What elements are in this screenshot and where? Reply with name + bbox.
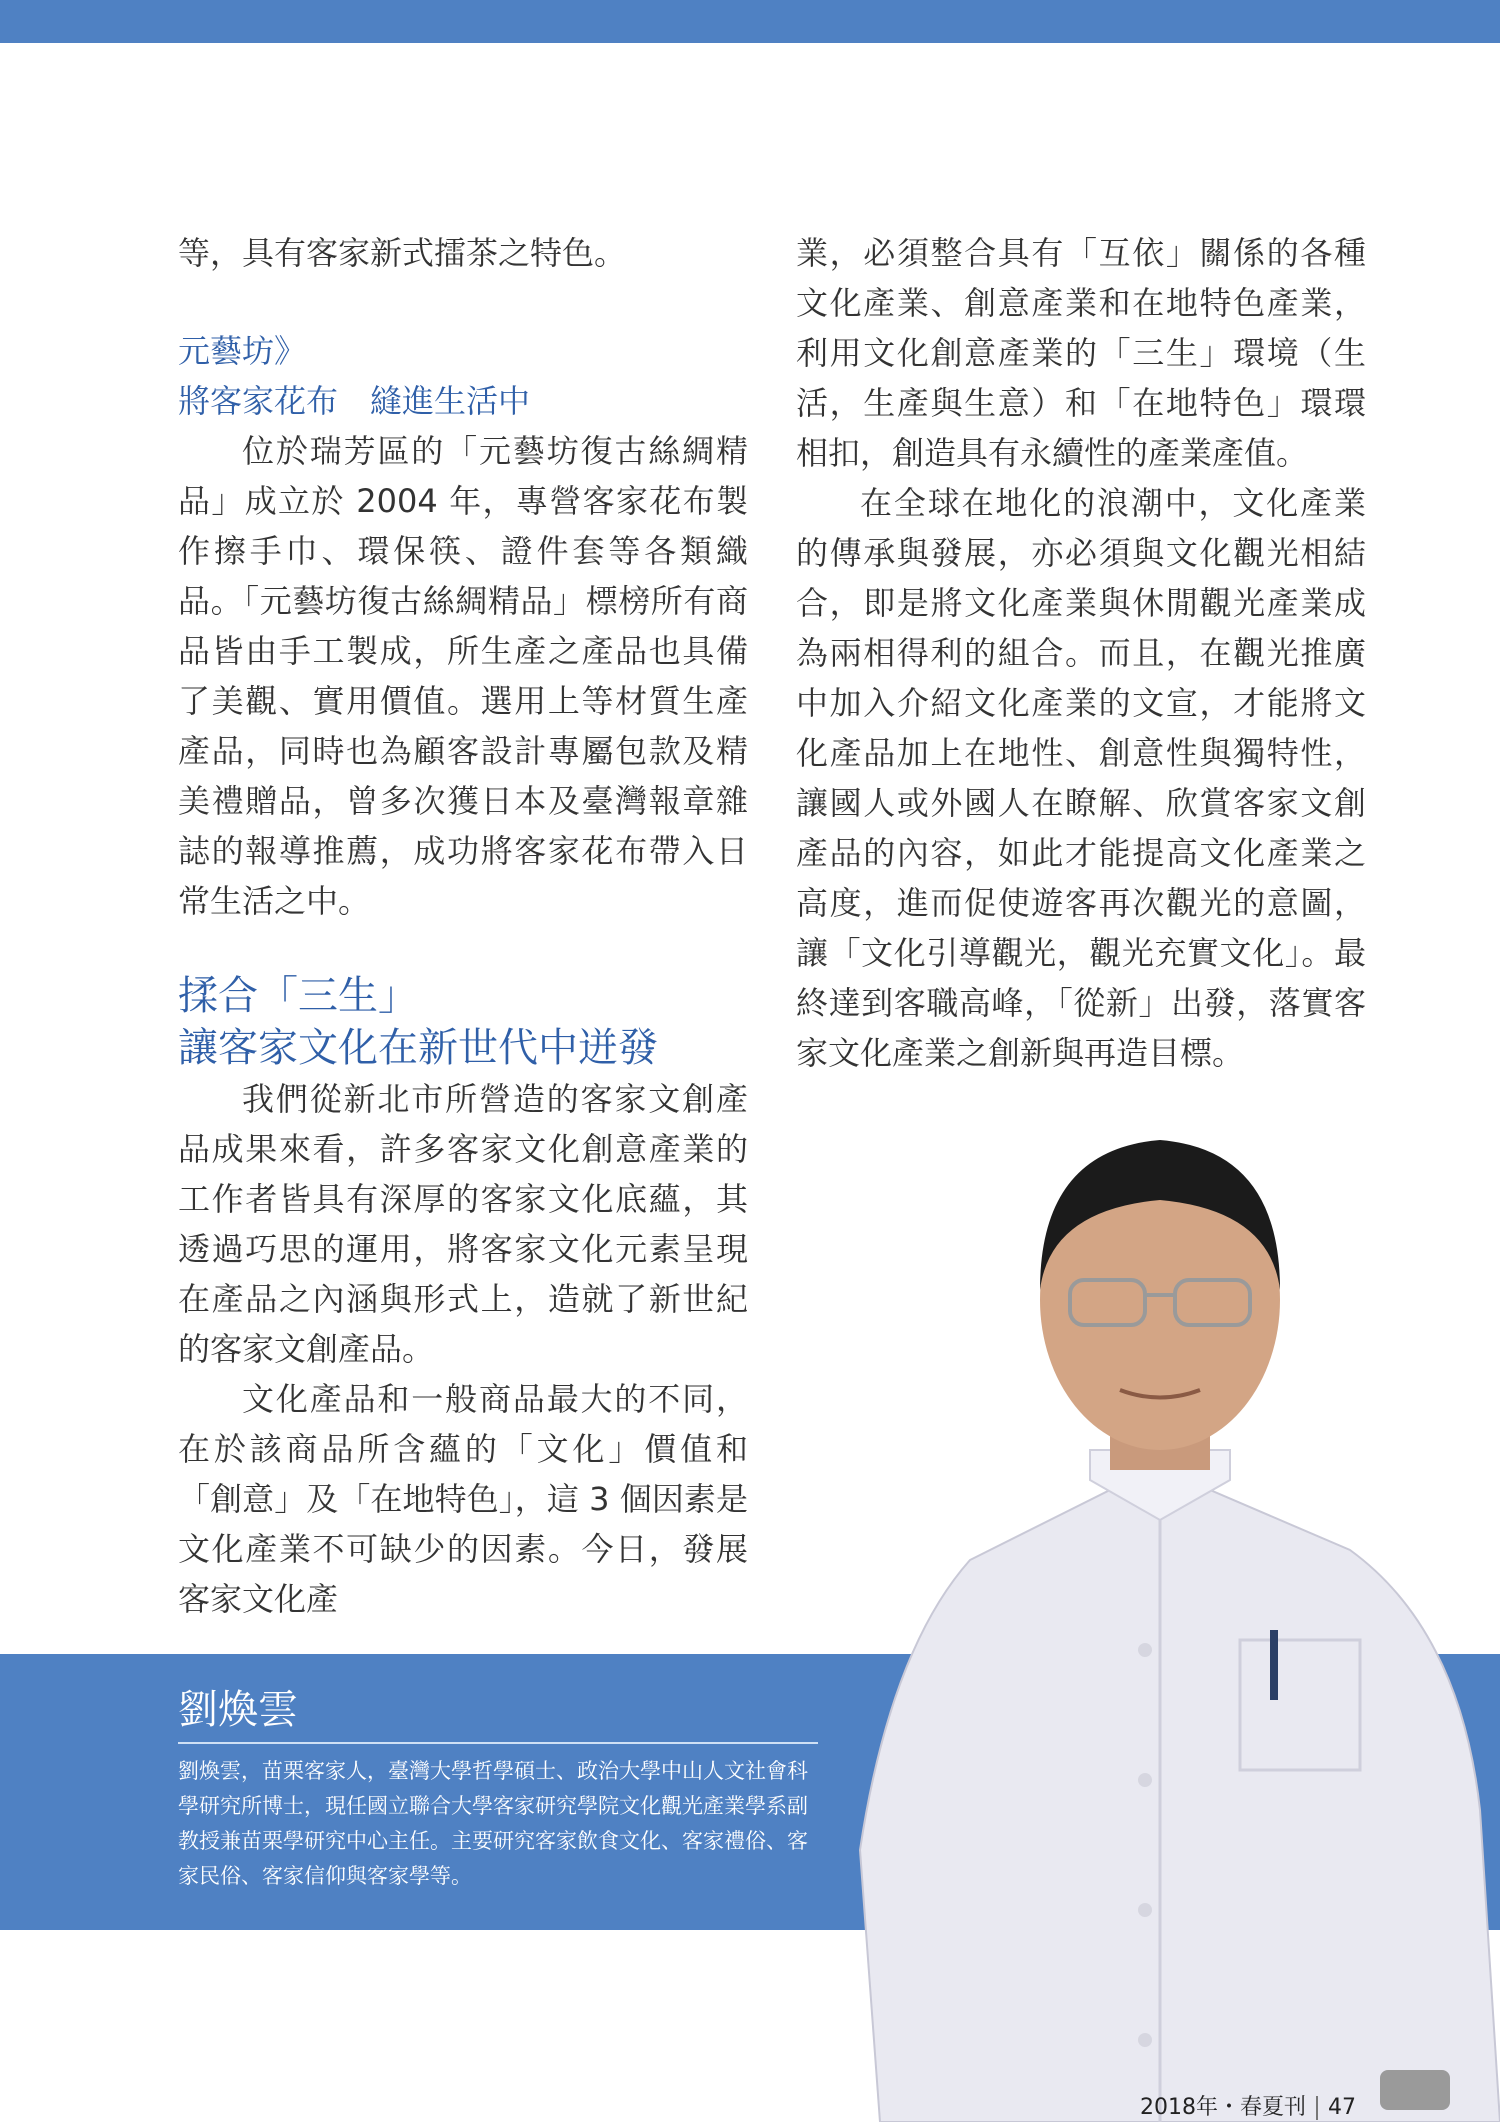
paragraph-yuanyifang: 位於瑞芳區的「元藝坊復古絲綢精品」成立於 2004 年，專營客家花布製作擦手巾、環保筷、證件套等各類織品。「元藝坊復古絲綢精品」標榜所有商品皆由手工製成，所生產之產品也具備了美觀、實用價值。選用上等材質生產產品，同時也為顧客設計專屬包款及精美禮贈品，曾多次獲日本及臺灣報章雜誌的報導推薦，成功將客家花布帶入日常生活之中。 [178, 432, 748, 920]
section-heading-line-2: 讓客家文化在新世代中迸發 [178, 1025, 658, 1071]
page-number: 47 [1328, 2095, 1356, 2120]
subsection-heading-line-2: 將客家花布 縫進生活中 [178, 382, 531, 420]
author-name: 劉煥雲 [178, 1687, 298, 1733]
page-footer [1140, 2090, 1356, 2121]
issue-label: 2018年・春夏刊 [1140, 2095, 1306, 2120]
subsection-heading-line-1: 元藝坊》 [178, 332, 307, 370]
paragraph-cultural-products: 我們從新北市所營造的客家文創產品成果來看，許多客家文化創意產業的工作者皆具有深厚的客家文化底蘊，其透過巧思的運用，將客家文化元素呈現在產品之內涵與形式上，造就了新世紀的客家文創產品。 [178, 1080, 748, 1368]
left-text-column [178, 228, 748, 1624]
paragraph-three-factors: 文化產品和一般商品最大的不同，在於該商品所含蘊的「文化」價值和「創意」及「在地特色」，這 3 個因素是文化產業不可缺少的因素。今日，發展客家文化產 [178, 1380, 748, 1618]
author-bio-text: 劉煥雲，苗栗客家人，臺灣大學哲學碩士、政治大學中山人文社會科學研究所博士，現任國立聯合大學客家研究學院文化觀光產業學系副教授兼苗栗學研究中心主任。主要研究客家飲食文化、客家禮俗、客家民俗、客家信仰與客家學等。 [178, 1759, 808, 1888]
footer-divider [1316, 2096, 1318, 2120]
paragraph-industry-integration: 業，必須整合具有「互依」關係的各種文化產業、創意產業和在地特色產業，利用文化創意產業的「三生」環境（生活，生產與生意）和「在地特色」環環相扣，創造具有永續性的產業產值。 [796, 234, 1366, 472]
right-text-column [796, 228, 1366, 1078]
bio-divider [178, 1742, 818, 1744]
section-heading-line-1: 揉合「三生」 [178, 973, 418, 1019]
paragraph-tourism: 在全球在地化的浪潮中，文化產業的傳承與發展，亦必須與文化觀光相結合，即是將文化產業與休閒觀光產業成為兩相得利的組合。而且，在觀光推廣中加入介紹文化產業的文宣，才能將文化產品加上在地性、創意性與獨特性，讓國人或外國人在瞭解、欣賞客家文創產品的內容，如此才能提高文化產業之高度，進而促使遊客再次觀光的意圖，讓「文化引導觀光，觀光充實文化」。最終達到客職高峰，「從新」出發，落實客家文化產業之創新與再造目標。 [796, 484, 1366, 1072]
paragraph-continued: 等，具有客家新式擂茶之特色。 [178, 234, 627, 272]
shirt [860, 1490, 1500, 2122]
author-portrait-photo [820, 1090, 1500, 2122]
top-color-bar [0, 0, 1500, 43]
